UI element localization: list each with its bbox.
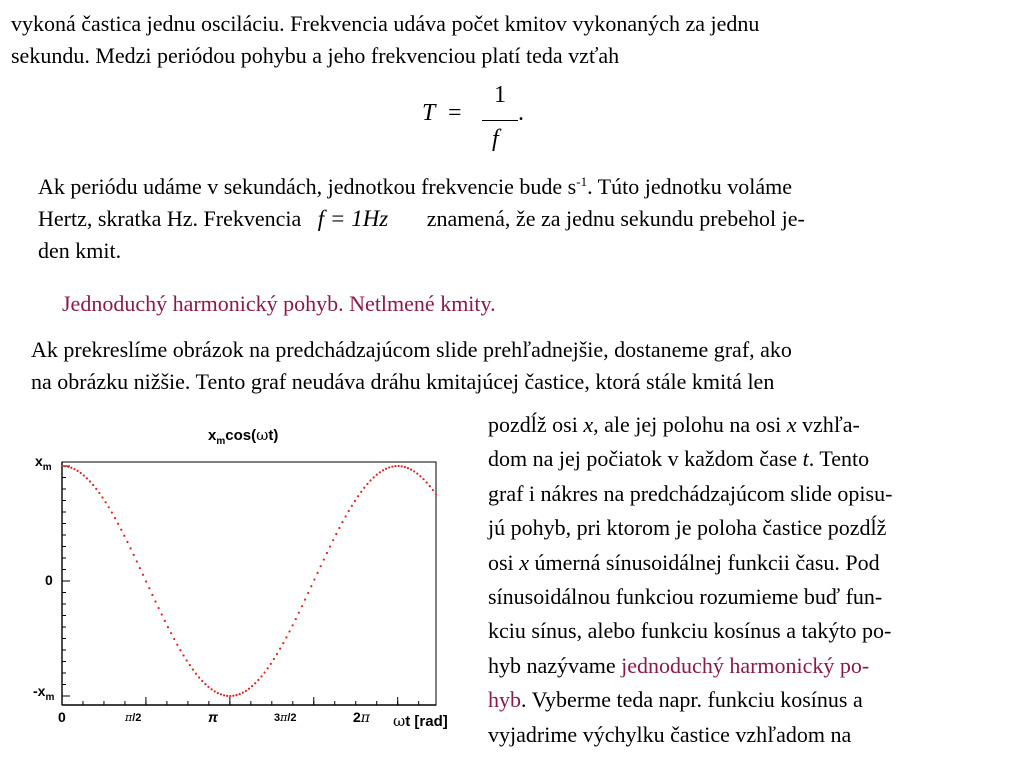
x-tick-label-2pi: 2π [353, 709, 370, 726]
curve-point [407, 467, 409, 469]
curve-point [136, 560, 138, 562]
curve-point [217, 692, 219, 694]
highlight-term: hyb [488, 687, 521, 713]
chart-title-text: $x_m\cos(\omega t)$ [208, 426, 279, 447]
right-line-7: kciu sínus, alebo funkciu kosínus a takýto po- [488, 618, 892, 644]
hertz-line-2 [38, 203, 1018, 235]
curve-point [207, 686, 209, 688]
var-x: x [786, 412, 797, 437]
formula-numerator: 1 [494, 82, 506, 108]
right-line-2: dom na jej počiatok v každom čase t. Tento [488, 446, 870, 472]
curve-point [245, 690, 247, 692]
curve-point [229, 695, 231, 697]
curve-point [251, 685, 253, 687]
intro-line-1: vykoná častica jednu osciláciu. Frekvencia udáva počet kmitov vykonaných za jednu [11, 11, 760, 36]
curve-point [248, 688, 250, 690]
hertz-line-1 [38, 171, 1018, 203]
x-tick-label-0: 0 [58, 709, 66, 725]
curve-point [416, 473, 418, 475]
curve-point [76, 470, 78, 472]
curve-point [201, 680, 203, 682]
graph-intro-line-1: Ak prekreslíme obrázok na predchádzajúcom slide prehľadnejšie, dostaneme graf, ako [31, 337, 792, 362]
curve-point [92, 484, 94, 486]
curve-point [170, 632, 172, 634]
highlight-term: jednoduchý harmonický po- [621, 652, 870, 678]
hertz-text-2: . Túto jednotku voláme [587, 174, 792, 199]
curve-point [80, 472, 82, 474]
curve-point [385, 468, 387, 470]
curve-point [223, 694, 225, 696]
curve-point [369, 479, 371, 481]
var-x: x [583, 412, 594, 437]
curve-point [398, 465, 400, 467]
curve-point [323, 558, 325, 560]
curve-point [111, 511, 113, 513]
hertz-text-3: Hertz, skratka Hz. Frekvencia [38, 206, 302, 231]
curve-point [295, 618, 297, 620]
curve-point [260, 675, 262, 677]
curve-point [354, 500, 356, 502]
curve-point [332, 539, 334, 541]
curve-point [173, 638, 175, 640]
y-tick-label-xm: $x_m$ [35, 453, 52, 473]
y-tick-label-zero: 0 [45, 572, 53, 588]
curve-point [285, 636, 287, 638]
curve-point [254, 682, 256, 684]
curve-point [117, 523, 119, 525]
curve-point [101, 496, 103, 498]
curve-point [373, 476, 375, 478]
curve-point [276, 653, 278, 655]
intro-line-2: sekundu. Medzi periódou pohybu a jeho frekvenciou platí teda vzťah [11, 43, 620, 68]
curve-point [279, 648, 281, 650]
curve-point [316, 572, 318, 574]
curve-point [108, 506, 110, 508]
curve-point [105, 501, 107, 503]
curve-point [232, 695, 234, 697]
curve-point [176, 644, 178, 646]
graph-intro-paragraph [31, 334, 1021, 398]
curve-point [335, 533, 337, 535]
curve-point [298, 612, 300, 614]
curve-point [73, 468, 75, 470]
right-line-6: sínusoidálnou funkciou rozumieme buď fun- [488, 584, 883, 610]
right-line-5: osi x úmerná sínusoidálnej funkcii času. Pod [488, 549, 880, 575]
curve-point [189, 664, 191, 666]
curve-point [326, 552, 328, 554]
y-tick-label-neg-xm: $-x_m$ [33, 683, 55, 703]
curve-point [89, 480, 91, 482]
var-t: t [802, 446, 809, 472]
curve-point [432, 489, 434, 491]
var-x: x [519, 549, 529, 575]
curve-point [142, 574, 144, 576]
unit-exponent: -1 [576, 174, 588, 189]
curve-point [226, 695, 228, 697]
curve-point [394, 465, 396, 467]
curve-point [391, 465, 393, 467]
curve-point [164, 620, 166, 622]
curve-point [263, 671, 265, 673]
cosine-chart [22, 418, 468, 738]
curve-point [292, 624, 294, 626]
curve-point [114, 517, 116, 519]
right-column-paragraph [488, 408, 1018, 752]
curve-point [320, 565, 322, 567]
curve-point [86, 477, 88, 479]
formula-period-dot: . [518, 100, 524, 126]
curve-point [422, 478, 424, 480]
curve-point [376, 474, 378, 476]
right-line-1: pozdĺž osi x, ale jej polohu na osi x vzhľa- [488, 412, 860, 437]
curve-point [133, 554, 135, 556]
curve-point [404, 466, 406, 468]
curve-point [239, 693, 241, 695]
curve-point [242, 692, 244, 694]
curve-point [95, 488, 97, 490]
curve-point [198, 676, 200, 678]
curve-point [282, 642, 284, 644]
x-axis-label: ωt [rad] [393, 712, 448, 730]
curve-point [158, 607, 160, 609]
formula-denominator: f [492, 126, 499, 152]
curve-point [382, 469, 384, 471]
right-line-4: jú pohyb, pri ktorom je poloha častice pozdĺž [488, 515, 887, 541]
curve-point [307, 592, 309, 594]
axis-ticks [62, 466, 419, 705]
curve-point [139, 567, 141, 569]
x-tick-label-3pi-half: 3π/2 [274, 711, 297, 724]
curve-point [186, 659, 188, 661]
section-heading: Jednoduchý harmonický pohyb. Netlmené kmity. [62, 291, 496, 316]
curve-point [313, 578, 315, 580]
curve-point [363, 487, 365, 489]
curve-point [288, 630, 290, 632]
curve-point [413, 470, 415, 472]
curve-point [211, 688, 213, 690]
curve-point [70, 467, 72, 469]
curve-point [148, 587, 150, 589]
x-tick-label-pi: π [208, 709, 218, 725]
curve-point [145, 580, 147, 582]
fraction-bar [482, 120, 518, 121]
curve-point [388, 466, 390, 468]
curve-point [270, 663, 272, 665]
curve-point [351, 505, 353, 507]
curve-point [179, 649, 181, 651]
curve-point [161, 613, 163, 615]
curve-point [67, 466, 69, 468]
curve-point [214, 690, 216, 692]
curve-point [379, 471, 381, 473]
intro-paragraph [11, 8, 1016, 72]
curve-point [338, 527, 340, 529]
curve-point [304, 598, 306, 600]
x-tick-labels [58, 709, 371, 726]
curve-point [410, 468, 412, 470]
hertz-text-4: znamená, že za jednu sekundu prebehol je- [426, 206, 805, 231]
curve-point [167, 626, 169, 628]
right-line-10: vyjadrime výchylku častice vzhľadom na [488, 721, 852, 747]
curve-point [426, 481, 428, 483]
curve-point [126, 541, 128, 543]
graph-intro-line-2: na obrázku nižšie. Tento graf neudáva dráhu kmitajúcej častice, ktorá stále kmitá len [31, 369, 775, 394]
curve-point [120, 529, 122, 531]
formula-equals: = [448, 100, 462, 126]
formula-lhs: T [422, 100, 436, 126]
plot-frame [62, 462, 436, 705]
hertz-line-3: den kmit. [38, 238, 122, 263]
curve-point [401, 465, 403, 467]
curve-point [366, 483, 368, 485]
y-tick-labels [33, 453, 54, 703]
curve-point [151, 594, 153, 596]
hertz-text-1: Ak periódu udáme v sekundách, jednotkou frekvencie bude s [38, 174, 577, 199]
curve-point [267, 667, 269, 669]
curve-point [301, 605, 303, 607]
hertz-paragraph [38, 171, 1018, 267]
curve-point [348, 510, 350, 512]
curve-point [154, 600, 156, 602]
period-formula [418, 80, 528, 160]
right-line-9: hyb. Vyberme teda napr. funkciu kosínus a [488, 687, 863, 713]
curve-point [360, 491, 362, 493]
curve-point [182, 654, 184, 656]
curve-point [129, 547, 131, 549]
curve-point [83, 474, 85, 476]
curve-point [429, 485, 431, 487]
curve-point [98, 492, 100, 494]
curve-point [220, 693, 222, 695]
curve-point [192, 668, 194, 670]
curve-point [61, 465, 63, 467]
curve-point [235, 694, 237, 696]
curve-point [435, 493, 437, 495]
curve-point [357, 495, 359, 497]
curve-point [345, 515, 347, 517]
right-line-8: hyb nazývame jednoduchý harmonický po- [488, 652, 870, 678]
curve-point [204, 683, 206, 685]
curve-point [310, 585, 312, 587]
curve-point [123, 535, 125, 537]
curve-point [257, 679, 259, 681]
curve-point [273, 658, 275, 660]
right-line-3: graf i nákres na predchádzajúcom slide opisu- [488, 480, 893, 506]
chart-title [208, 426, 278, 447]
series-layer [61, 465, 437, 697]
x-tick-label-pi-half: π/2 [125, 711, 142, 724]
curve-point [329, 545, 331, 547]
curve-point [419, 475, 421, 477]
frequency-formula: f = 1Hz [317, 206, 389, 231]
curve-point [64, 465, 66, 467]
curve-point [341, 521, 343, 523]
curve-point [195, 673, 197, 675]
